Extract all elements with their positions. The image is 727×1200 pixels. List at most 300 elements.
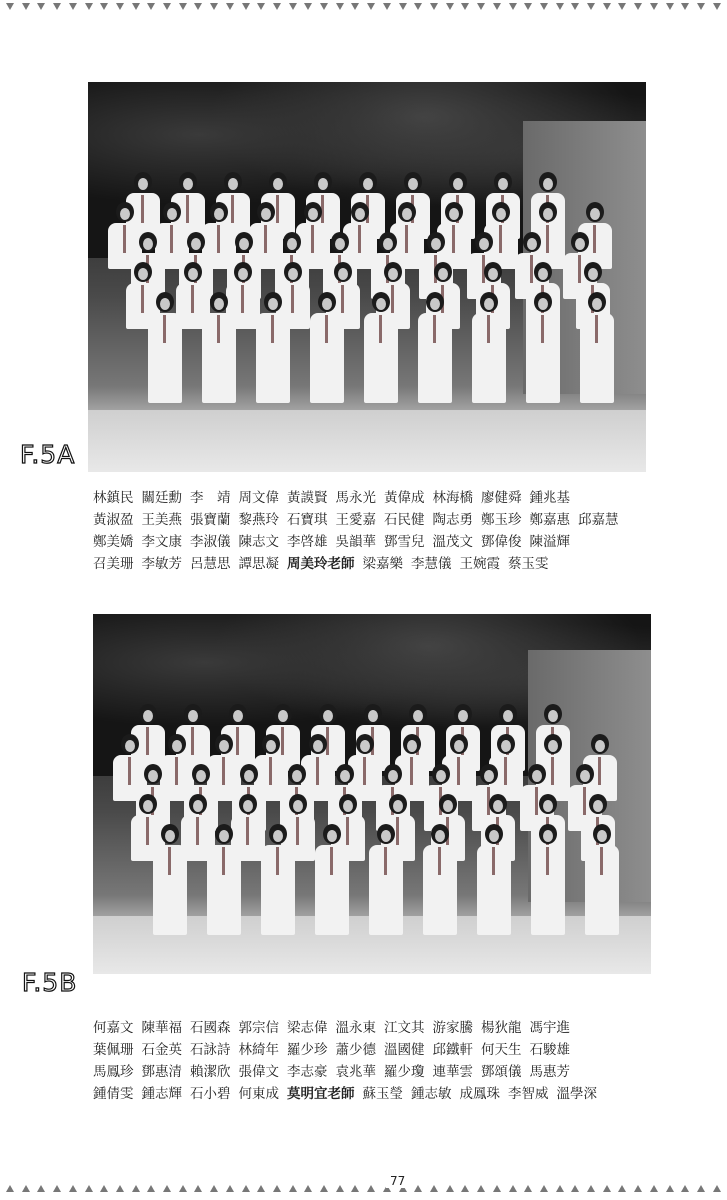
teacher-name: 莫明宜老師 (287, 1086, 355, 1102)
triangle-ornament (336, 1185, 344, 1192)
student-name: 溫學深 (556, 1086, 597, 1102)
triangle-ornament (650, 3, 658, 10)
person-figure (420, 292, 450, 403)
triangle-ornament (587, 3, 595, 10)
triangle-ornament (147, 3, 155, 10)
class-photo-f5a (88, 82, 646, 472)
triangle-ornament (22, 3, 30, 10)
triangle-ornament (446, 1185, 454, 1192)
student-name: 石小碧 (190, 1086, 231, 1102)
head (189, 794, 207, 814)
head (356, 734, 374, 754)
head (528, 764, 546, 784)
student-name: 梁嘉樂 (362, 556, 403, 572)
triangle-ornament (571, 1185, 579, 1192)
student-name: 梁志偉 (287, 1020, 328, 1036)
student-name: 譚思凝 (238, 556, 279, 572)
head (359, 172, 377, 192)
head (339, 794, 357, 814)
student-name: 鄧偉俊 (481, 534, 522, 550)
triangle-ornament (524, 1185, 532, 1192)
student-name: 鄧惠清 (141, 1064, 182, 1080)
triangle-ornament (194, 1185, 202, 1192)
triangle-ornament (226, 1185, 234, 1192)
student-name: 郭宗信 (238, 1020, 279, 1036)
student-name: 王婉霞 (459, 556, 500, 572)
page-number: 77 (386, 1174, 409, 1188)
student-name: 馬惠芳 (529, 1064, 570, 1080)
head (450, 734, 468, 754)
head (184, 704, 202, 724)
triangle-ornament (257, 1185, 265, 1192)
uniform (423, 845, 457, 935)
teacher-name: 周美玲老師 (287, 556, 355, 572)
head (489, 794, 507, 814)
student-name: 蔡玉雯 (508, 556, 549, 572)
head (523, 232, 541, 252)
triangle-ornament (6, 3, 14, 10)
head (134, 172, 152, 192)
triangle-ornament (320, 3, 328, 10)
student-name: 何天生 (481, 1042, 522, 1058)
triangle-ornament (477, 3, 485, 10)
head (351, 202, 369, 222)
head (288, 764, 306, 784)
triangle-ornament (681, 1185, 689, 1192)
uniform (315, 845, 349, 935)
class-label-f5a: F.5A (20, 440, 76, 469)
head (588, 292, 606, 312)
triangle-ornament (100, 1185, 108, 1192)
student-name: 王美燕 (141, 512, 182, 528)
head (539, 824, 557, 844)
triangle-ornament (351, 1185, 359, 1192)
triangle-ornament (85, 1185, 93, 1192)
head (494, 172, 512, 192)
name-row (93, 1039, 693, 1061)
triangle-ornament (461, 1185, 469, 1192)
head (445, 202, 463, 222)
uniform (310, 313, 344, 403)
head (431, 824, 449, 844)
head (139, 704, 157, 724)
head (589, 794, 607, 814)
head (192, 764, 210, 784)
name-row (93, 487, 693, 509)
head (480, 292, 498, 312)
triangle-ornament (6, 1185, 14, 1192)
head (593, 824, 611, 844)
uniform (531, 845, 565, 935)
head (426, 292, 444, 312)
student-name: 鄧頌儀 (481, 1064, 522, 1080)
student-name: 李志豪 (287, 1064, 328, 1080)
student-name: 張寶蘭 (190, 512, 231, 528)
triangle-ornament (713, 3, 721, 10)
head (283, 232, 301, 252)
head (571, 232, 589, 252)
triangle-ornament (100, 3, 108, 10)
head (485, 824, 503, 844)
triangle-ornament (289, 3, 297, 10)
triangle-ornament (493, 1185, 501, 1192)
head (534, 262, 552, 282)
uniform (148, 313, 182, 403)
student-name: 鍾兆基 (529, 490, 570, 506)
head (121, 734, 139, 754)
uniform (202, 313, 236, 403)
name-list-f5a (93, 487, 693, 575)
triangle-ornament (524, 3, 532, 10)
triangle-ornament (210, 3, 218, 10)
triangle-ornament (556, 3, 564, 10)
head (484, 262, 502, 282)
student-name: 邱鐵軒 (432, 1042, 473, 1058)
head (179, 172, 197, 192)
student-name: 葉佩珊 (93, 1042, 134, 1058)
head (163, 202, 181, 222)
head (544, 734, 562, 754)
student-name: 石詠詩 (190, 1042, 231, 1058)
student-name: 吳韻華 (335, 534, 376, 550)
triangle-ornament (37, 1185, 45, 1192)
triangle-ornament (116, 1185, 124, 1192)
student-name: 楊狄龍 (481, 1020, 522, 1036)
triangle-ornament (210, 1185, 218, 1192)
person-figure (317, 824, 347, 935)
head (372, 292, 390, 312)
uniform (526, 313, 560, 403)
person-figure (263, 824, 293, 935)
head (427, 232, 445, 252)
head (584, 262, 602, 282)
triangle-ornament (446, 3, 454, 10)
head (586, 202, 604, 222)
triangle-ornament (336, 3, 344, 10)
student-name: 何嘉文 (93, 1020, 134, 1036)
head (499, 704, 517, 724)
head (389, 794, 407, 814)
student-name: 黃淑盈 (93, 512, 134, 528)
triangle-ornament (603, 1185, 611, 1192)
student-name: 鄧雪兒 (384, 534, 425, 550)
head (134, 262, 152, 282)
head (334, 262, 352, 282)
triangle-ornament (540, 3, 548, 10)
triangle-ornament (69, 1185, 77, 1192)
head (323, 824, 341, 844)
head (161, 824, 179, 844)
triangle-ornament (430, 1185, 438, 1192)
person-figure (582, 292, 612, 403)
student-name: 召美珊 (93, 556, 134, 572)
top-border-decoration (0, 0, 727, 14)
triangle-ornament (179, 3, 187, 10)
head (409, 704, 427, 724)
student-name: 馬永光 (335, 490, 376, 506)
head (156, 292, 174, 312)
triangle-ornament (351, 3, 359, 10)
head (187, 232, 205, 252)
triangle-ornament (304, 3, 312, 10)
student-name: 張偉文 (238, 1064, 279, 1080)
person-figure (533, 824, 563, 935)
triangle-ornament (587, 1185, 595, 1192)
student-name: 李啓雄 (287, 534, 328, 550)
triangle-ornament (509, 1185, 517, 1192)
student-name: 李淑儀 (190, 534, 231, 550)
head (475, 232, 493, 252)
person-figure (528, 292, 558, 403)
head (480, 764, 498, 784)
triangle-ornament (242, 1185, 250, 1192)
uniform (261, 845, 295, 935)
student-name: 陳溢輝 (529, 534, 570, 550)
bottom-border-decoration (0, 1181, 727, 1195)
student-name: 關廷勳 (141, 490, 182, 506)
head (116, 202, 134, 222)
name-list-f5b (93, 1017, 693, 1105)
person-figure (366, 292, 396, 403)
student-name: 成鳳珠 (459, 1086, 500, 1102)
name-row (93, 1083, 693, 1105)
person-figure (587, 824, 617, 935)
triangle-ornament (242, 3, 250, 10)
uniform (369, 845, 403, 935)
student-name: 林海橋 (432, 490, 473, 506)
student-name: 黎燕玲 (238, 512, 279, 528)
person-figure (155, 824, 185, 935)
student-name: 何東成 (238, 1086, 279, 1102)
head (264, 292, 282, 312)
student-name: 羅少瓊 (384, 1064, 425, 1080)
name-row (93, 1061, 693, 1083)
uniform (418, 313, 452, 403)
student-name: 陳志文 (238, 534, 279, 550)
head (168, 734, 186, 754)
student-name: 鍾志輝 (141, 1086, 182, 1102)
triangle-ornament (650, 1185, 658, 1192)
student-name: 馮宇進 (529, 1020, 570, 1036)
triangle-ornament (53, 1185, 61, 1192)
head (319, 704, 337, 724)
uniform (364, 313, 398, 403)
student-name: 呂慧思 (190, 556, 231, 572)
student-name: 李文康 (141, 534, 182, 550)
triangle-ornament (477, 1185, 485, 1192)
student-name: 連華雲 (432, 1064, 473, 1080)
name-row (93, 509, 693, 531)
head (439, 794, 457, 814)
head (398, 202, 416, 222)
triangle-ornament (289, 1185, 297, 1192)
student-name: 鄭嘉惠 (529, 512, 570, 528)
triangle-ornament (571, 3, 579, 10)
head (139, 232, 157, 252)
triangle-ornament (697, 3, 705, 10)
student-name: 石民健 (384, 512, 425, 528)
head (336, 764, 354, 784)
triangle-ornament (37, 3, 45, 10)
head (240, 764, 258, 784)
head (184, 262, 202, 282)
head (539, 794, 557, 814)
head (591, 734, 609, 754)
triangle-ornament (509, 3, 517, 10)
person-figure (371, 824, 401, 935)
head (454, 704, 472, 724)
uniform (207, 845, 241, 935)
name-row (93, 1017, 693, 1039)
triangle-ornament (257, 3, 265, 10)
student-name: 賴潔欣 (190, 1064, 231, 1080)
student-name: 李智威 (508, 1086, 549, 1102)
head (449, 172, 467, 192)
triangle-ornament (634, 3, 642, 10)
student-name: 石金英 (141, 1042, 182, 1058)
person-figure (474, 292, 504, 403)
student-name: 廖健舜 (481, 490, 522, 506)
head (314, 172, 332, 192)
student-name: 石寶琪 (287, 512, 328, 528)
head (144, 764, 162, 784)
head (289, 794, 307, 814)
triangle-ornament (414, 1185, 422, 1192)
head (239, 794, 257, 814)
uniform (153, 845, 187, 935)
triangle-ornament (681, 3, 689, 10)
student-name: 石國森 (190, 1020, 231, 1036)
student-name: 陳華福 (141, 1020, 182, 1036)
student-name: 溫茂文 (432, 534, 473, 550)
head (318, 292, 336, 312)
triangle-ornament (367, 3, 375, 10)
head (235, 232, 253, 252)
head (234, 262, 252, 282)
triangle-ornament (666, 1185, 674, 1192)
triangle-ornament (163, 1185, 171, 1192)
student-name: 溫永東 (335, 1020, 376, 1036)
triangle-ornament (22, 1185, 30, 1192)
triangle-ornament (493, 3, 501, 10)
uniform (256, 313, 290, 403)
student-name: 周文偉 (238, 490, 279, 506)
head (269, 824, 287, 844)
head (379, 232, 397, 252)
triangle-ornament (666, 3, 674, 10)
student-name: 鄭美嬌 (93, 534, 134, 550)
student-name: 羅少珍 (287, 1042, 328, 1058)
triangle-ornament (179, 1185, 187, 1192)
triangle-ornament (85, 3, 93, 10)
student-name: 溫國健 (384, 1042, 425, 1058)
student-name: 王愛嘉 (335, 512, 376, 528)
triangle-ornament (226, 3, 234, 10)
student-name: 林鎮民 (93, 490, 134, 506)
head (404, 172, 422, 192)
triangle-ornament (540, 1185, 548, 1192)
triangle-ornament (147, 1185, 155, 1192)
triangle-ornament (273, 1185, 281, 1192)
student-name: 黃偉成 (384, 490, 425, 506)
person-figure (258, 292, 288, 403)
triangle-ornament (414, 3, 422, 10)
person-figure (209, 824, 239, 935)
uniform (580, 313, 614, 403)
uniform (472, 313, 506, 403)
head (576, 764, 594, 784)
head (229, 704, 247, 724)
person-figure (312, 292, 342, 403)
head (224, 172, 242, 192)
student-name: 江文其 (384, 1020, 425, 1036)
student-name: 袁兆華 (335, 1064, 376, 1080)
triangle-ornament (461, 3, 469, 10)
name-row (93, 531, 693, 553)
triangle-ornament (430, 3, 438, 10)
student-name: 李慧儀 (411, 556, 452, 572)
triangle-ornament (194, 3, 202, 10)
student-name: 陶志勇 (432, 512, 473, 528)
head (309, 734, 327, 754)
head (492, 202, 510, 222)
head (269, 172, 287, 192)
head (257, 202, 275, 222)
triangle-ornament (634, 1185, 642, 1192)
triangle-ornament (399, 3, 407, 10)
student-name: 鍾志敏 (411, 1086, 452, 1102)
head (215, 824, 233, 844)
triangle-ornament (273, 3, 281, 10)
head (377, 824, 395, 844)
uniform (585, 845, 619, 935)
student-name: 馬鳳珍 (93, 1064, 134, 1080)
triangle-ornament (304, 1185, 312, 1192)
student-name: 黃謨賢 (287, 490, 328, 506)
student-name: 石駿雄 (529, 1042, 570, 1058)
head (539, 172, 557, 192)
head (215, 734, 233, 754)
head (364, 704, 382, 724)
student-name: 鍾倩雯 (93, 1086, 134, 1102)
head (139, 794, 157, 814)
head (544, 704, 562, 724)
floor (88, 410, 646, 472)
student-name: 邱嘉慧 (578, 512, 619, 528)
triangle-ornament (69, 3, 77, 10)
triangle-ornament (367, 1185, 375, 1192)
person-figure (479, 824, 509, 935)
triangle-ornament (163, 3, 171, 10)
student-name: 游家騰 (432, 1020, 473, 1036)
head (384, 262, 402, 282)
student-name: 李敏芳 (141, 556, 182, 572)
name-row (93, 553, 693, 575)
head (384, 764, 402, 784)
head (534, 292, 552, 312)
class-photo-f5b (93, 614, 651, 974)
head (432, 764, 450, 784)
student-name: 蕭少德 (335, 1042, 376, 1058)
head (331, 232, 349, 252)
student-name: 林綺年 (238, 1042, 279, 1058)
head (434, 262, 452, 282)
head (403, 734, 421, 754)
triangle-ornament (53, 3, 61, 10)
triangle-ornament (713, 1185, 721, 1192)
triangle-ornament (132, 3, 140, 10)
triangle-ornament (132, 1185, 140, 1192)
